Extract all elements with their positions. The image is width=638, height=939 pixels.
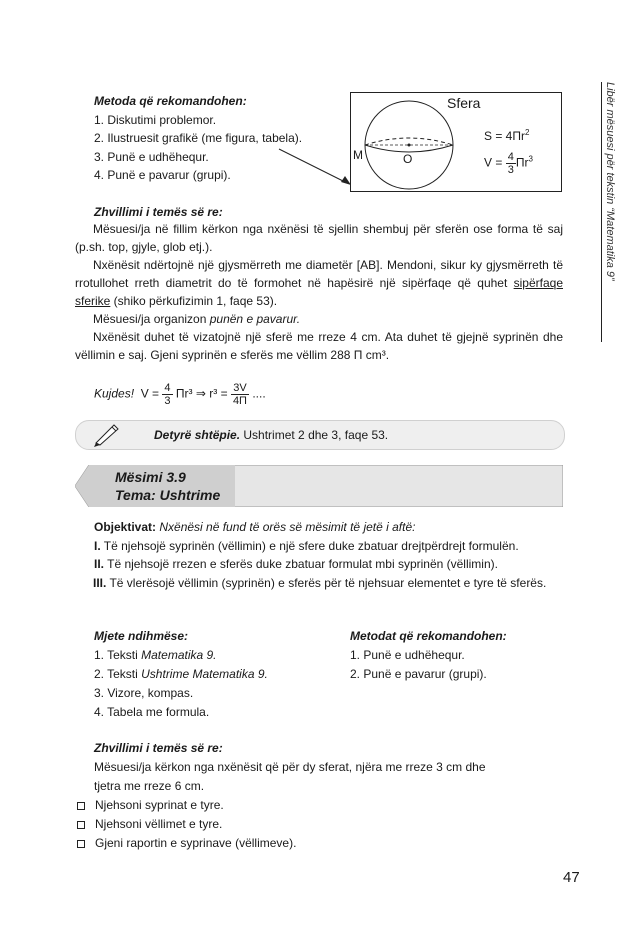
development2-title: Zhvillimi i temës së re:	[94, 741, 223, 755]
volume-rhs: Πr	[515, 155, 529, 170]
dev2-line: Mësuesi/ja kërkon nga nxënësit që për dy sferat, njëra me rreze 3 cm dhe	[94, 760, 486, 774]
methods2-item: 2. Punë e pavarur (grupi).	[350, 667, 487, 681]
arrow-icon	[275, 145, 355, 190]
volume-formula	[484, 151, 533, 176]
objective-item: I. Të njehsojë syprinën (vëllimin) e një sfere duke zbatuar drejtpërdrejt formulën.	[94, 539, 519, 553]
lesson-banner	[75, 465, 563, 507]
bullet-item: Njehsoni vëllimet e tyre.	[77, 816, 222, 832]
methods-title: Metoda që rekomandohen:	[94, 94, 247, 108]
development-text	[75, 220, 563, 364]
tools-item: 2. Teksti Ushtrime Matematika 9.	[94, 667, 268, 681]
tools-title: Mjete ndihmëse:	[94, 629, 189, 643]
homework-box	[75, 420, 565, 450]
dev-paragraph: Nxënësit duhet të vizatojnë një sferë me rreze 4 cm. Ata duhet të gjejnë syprinën dhe vëllimin e saj. Gjeni syprinën e sferës me vëllim 288 Π cm³.	[75, 330, 563, 362]
method-item: 4. Punë e pavarur (grupi).	[94, 168, 231, 182]
bullet-item: Njehsoni syprinat e tyre.	[77, 797, 224, 813]
lesson-title: Mësimi 3.9	[115, 469, 186, 485]
label-m: M	[353, 148, 363, 162]
methods2-title: Metodat që rekomandohen:	[350, 629, 507, 643]
figure-title: Sfera	[447, 95, 481, 111]
lesson-topic: Tema: Ushtrime	[115, 487, 221, 503]
surface-formula-text: S = 4Πr	[484, 129, 526, 143]
sphere-figure	[350, 92, 562, 192]
dev-paragraph: Mësuesi/ja organizon punën e pavarur.	[93, 312, 301, 326]
volume-den: 3	[507, 164, 514, 176]
objectives-intro: Objektivat: Nxënësi në fund të orës së mësimit të jetë i aftë:	[94, 520, 416, 534]
kujdes-formula: Kujdes! V = $\frac{4}{3}$ Πr³ ⇒ r³ = $\frac{3V}{4\Pi}$ ....	[94, 382, 266, 407]
tools-item: 1. Teksti Matematika 9.	[94, 648, 217, 662]
method-item: 1. Diskutimi problemor.	[94, 113, 217, 127]
sidebar-title	[601, 82, 618, 342]
tools-item: 3. Vizore, kompas.	[94, 686, 194, 700]
tools-item: 4. Tabela me formula.	[94, 705, 210, 719]
volume-exp: 3	[528, 154, 533, 164]
label-o: O	[403, 152, 413, 166]
volume-lhs: V =	[484, 155, 503, 170]
surface-formula-exp: 2	[525, 128, 530, 137]
page-number: 47	[563, 869, 580, 886]
bullet-square-icon	[77, 840, 85, 848]
development-title: Zhvillimi i temës së re:	[94, 205, 223, 219]
volume-num: 4	[507, 151, 514, 163]
objective-item: II. Të njehsojë rrezen e sferës duke zbatuar formulat mbi syprinën (vëllimin).	[94, 557, 498, 571]
volume-fraction	[506, 151, 516, 176]
dev-paragraph: Nxënësit ndërtojnë një gjysmërreth me diametër [AB]. Mendoni, sikur ky gjysmërreth të rrotullohet rreth diametrit do të formohet në hapësirë një sipërfaqe që quhet sipërfaqe sferike (shiko përkufizimin 1, faqe 53).	[75, 258, 563, 308]
bullet-square-icon	[77, 802, 85, 810]
bullet-square-icon	[77, 821, 85, 829]
dev2-line: tjetra me rreze 6 cm.	[94, 779, 205, 793]
kujdes-label: Kujdes!	[94, 386, 135, 401]
surface-formula	[484, 125, 529, 144]
methods2-item: 1. Punë e udhëhequr.	[350, 648, 465, 662]
dev-paragraph: Mësuesi/ja në fillim kërkon nga nxënësi të sjellin shembuj për sferën ose forma të saj (p.sh. top, gjyle, glob etj.).	[75, 222, 563, 254]
homework-text: Detyrë shtëpie. Ushtrimet 2 dhe 3, faqe 53.	[154, 428, 389, 442]
bullet-item: Gjeni raportin e syprinave (vëllimeve).	[77, 835, 296, 851]
method-item: 2. Ilustruesit grafikë (me figura, tabela).	[94, 131, 303, 145]
pencil-icon	[92, 423, 122, 447]
sidebar-text: Libër mësuesi për tekstin “Matematika 9”	[604, 82, 616, 281]
method-item: 3. Punë e udhëhequr.	[94, 150, 209, 164]
objective-item: III. Të vlerësojë vëllimin (syprinën) e sferës për të njehsuar elementet e tyre të sferës.	[93, 576, 547, 590]
